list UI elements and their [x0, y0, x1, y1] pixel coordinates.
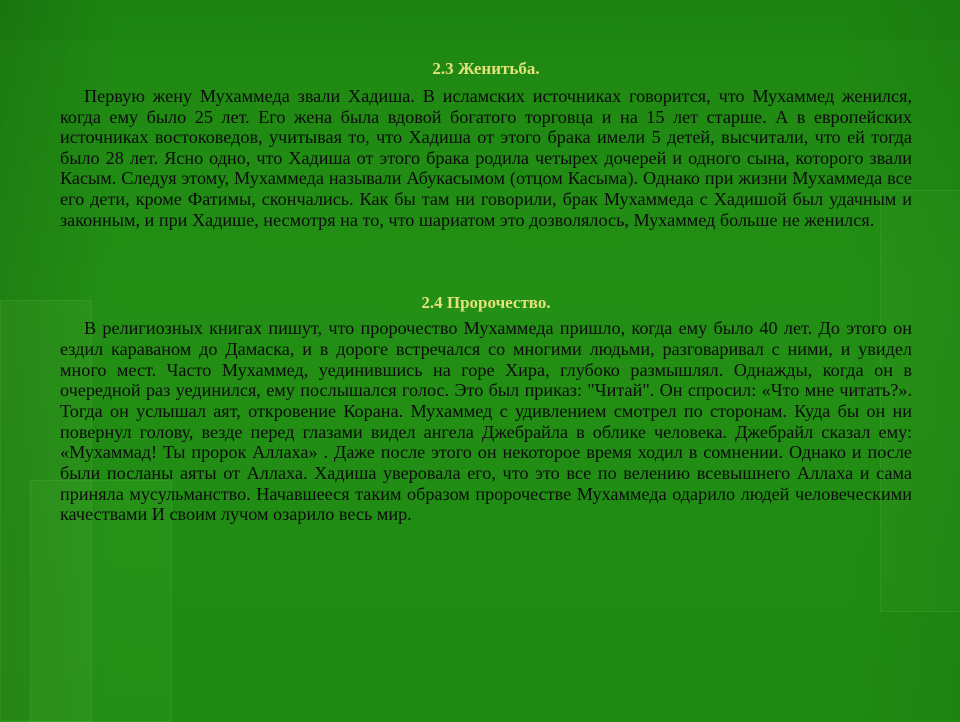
decorative-band: [0, 0, 960, 40]
section-marriage: [60, 58, 912, 230]
section-paragraph: Первую жену Мухаммеда звали Хадиша. В исламских источниках говорится, что Мухаммед женился, когда ему было 25 лет. Его жена была вдовой богатого торговца и на 15 лет старше. А в европейских источниках востоковедов, учитывая то, что Хадиша от этого брака имели 5 детей, высчитали, что ей тогда было 28 лет. Ясно одно, что Хадиша от этого брака родила четырех дочерей и одного сына, которого звали Касым. Следуя этому, Мухаммеда называли Абукасымом (отцом Касыма). Однако при жизни Мухаммеда все его дети, кроме Фатимы, скончались. Как бы там ни говорили, брак Мухаммеда с Хадишой был удачным и законным, и при Хадише, несмотря на то, что шариатом это дозволялось, Мухаммед больше не женился.: [60, 86, 912, 230]
section-prophecy: [60, 292, 912, 525]
section-paragraph: В религиозных книгах пишут, что пророчество Мухаммеда пришло, когда ему было 40 лет. До этого он ездил караваном до Дамаска, и в дороге встречался со многими людьми, разговаривал с ними, и увидел много мест. Часто Мухаммед, уединившись на горе Хира, глубоко размышлял. Однажды, когда он в очередной раз уединился, ему послышался голос. Это был приказ: "Читай". Он спросил: «Что мне читать?». Тогда он услышал аят, откровение Корана. Мухаммед с удивлением смотрел по сторонам. Куда бы он ни повернул голову, везде перед глазами видел ангела Джебрайла в облике человека. Джебрайл сказал ему: «Мухаммад! Ты пророк Аллаха» . Даже после этого он некоторое время ходил в сомнении. Однако и после были посланы аяты от Аллаха. Хадиша уверовала его, что это все по велению всевышнего Аллаха и сама приняла мусульманство. Начавшееся таким образом пророчестве Мухаммеда одарило людей человеческими качествами И своим лучом озарило весь мир.: [60, 318, 912, 525]
slide-content: [60, 58, 912, 525]
section-heading: 2.4 Пророчество.: [421, 293, 551, 313]
section-heading: 2.3 Женитьба.: [432, 59, 540, 78]
